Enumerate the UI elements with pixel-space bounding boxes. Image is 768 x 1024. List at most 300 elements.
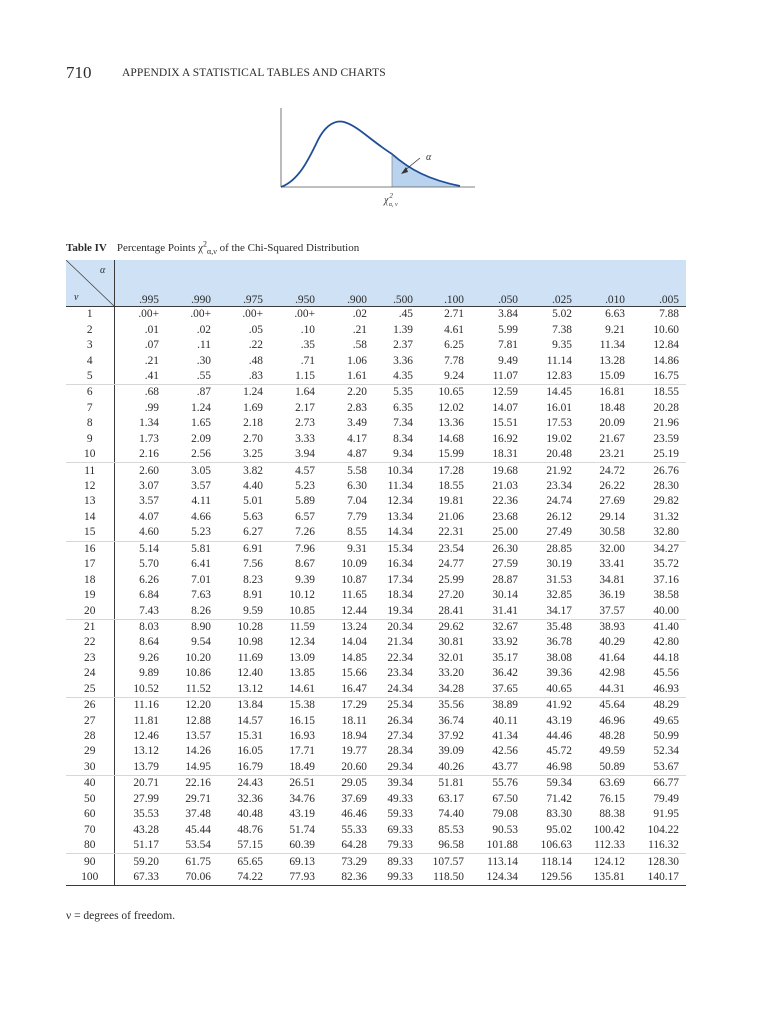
percentage-point-cell: .00+	[242, 308, 263, 321]
percentage-point-cell: 85.53	[438, 823, 464, 836]
percentage-point-cell: 76.15	[599, 792, 625, 805]
percentage-point-cell: 2.83	[347, 401, 367, 414]
percentage-point-cell: 3.36	[393, 354, 413, 367]
chi-squared-density-figure	[270, 100, 490, 220]
percentage-point-cell: 67.33	[114, 870, 166, 886]
percentage-point-cell: 7.78	[444, 354, 464, 367]
table-row	[66, 416, 686, 431]
percentage-point-cell: 118.50	[420, 870, 471, 886]
percentage-point-cell: 17.53	[546, 417, 572, 430]
degrees-of-freedom-cell: 4	[66, 353, 114, 368]
percentage-point-cell: 27.34	[387, 730, 413, 743]
percentage-point-cell: 23.68	[492, 510, 518, 523]
percentage-point-cell: 15.09	[579, 369, 632, 385]
percentage-point-cell: 37.65	[471, 682, 525, 698]
percentage-point-cell: 6.26	[139, 573, 159, 586]
percentage-point-cell: 51.17	[114, 838, 166, 854]
table-row	[66, 432, 686, 447]
percentage-point-cell: 34.27	[653, 542, 679, 555]
degrees-of-freedom-cell: 26	[66, 697, 114, 713]
percentage-point-cell: 15.66	[341, 667, 367, 680]
percentage-point-cell: .48	[248, 354, 263, 367]
percentage-point-cell: 45.44	[185, 823, 211, 836]
percentage-point-cell: 38.93	[599, 620, 625, 633]
percentage-point-cell: 104.22	[647, 823, 679, 836]
percentage-point-cell: 16.92	[492, 432, 518, 445]
percentage-point-cell: 2.70	[243, 432, 263, 445]
percentage-point-cell: 4.17	[347, 432, 367, 445]
percentage-point-cell: 7.81	[498, 339, 518, 352]
percentage-point-cell: 24.72	[599, 464, 625, 477]
percentage-point-cell: 7.43	[114, 603, 166, 619]
percentage-point-cell: .01	[144, 323, 159, 336]
percentage-point-cell: .22	[248, 339, 263, 352]
percentage-point-cell: 113.14	[487, 855, 518, 868]
percentage-point-cell: 43.19	[546, 714, 572, 727]
alpha-header: .975	[218, 260, 270, 307]
percentage-point-cell: 3.57	[191, 480, 211, 493]
percentage-point-cell: 37.92	[438, 730, 464, 743]
percentage-point-cell: 67.50	[492, 792, 518, 805]
percentage-point-cell: 9.59	[218, 603, 270, 619]
alpha-header: .010	[579, 260, 632, 307]
percentage-point-cell: 11.81	[133, 714, 159, 727]
percentage-point-cell: 12.40	[237, 667, 263, 680]
percentage-point-cell: 1.24	[243, 386, 263, 399]
percentage-point-cell: 33.20	[438, 667, 464, 680]
percentage-point-cell: 118.14	[541, 855, 572, 868]
percentage-point-cell: 16.79	[218, 760, 270, 776]
percentage-point-cell: 39.09	[438, 745, 464, 758]
percentage-point-cell: 1.65	[191, 417, 211, 430]
percentage-point-cell: 16.34	[387, 558, 413, 571]
degrees-of-freedom-cell: 1	[66, 307, 114, 323]
percentage-point-cell: 18.94	[341, 730, 367, 743]
percentage-point-cell: 7.38	[552, 323, 572, 336]
percentage-point-cell: 10.98	[237, 636, 263, 649]
degrees-of-freedom-cell: 14	[66, 510, 114, 525]
percentage-point-cell: 18.34	[387, 589, 413, 602]
percentage-point-cell: 7.63	[191, 589, 211, 602]
chi-squared-table	[66, 260, 686, 886]
percentage-point-cell: .87	[196, 386, 211, 399]
percentage-point-cell: 32.67	[492, 620, 518, 633]
percentage-point-cell: 69.33	[387, 823, 413, 836]
percentage-point-cell: 13.09	[289, 651, 315, 664]
percentage-point-cell: 4.87	[322, 447, 374, 463]
percentage-point-cell: 13.36	[438, 417, 464, 430]
table-row	[66, 447, 686, 463]
alpha-header: .050	[471, 260, 525, 307]
degrees-of-freedom-cell: 12	[66, 479, 114, 494]
percentage-point-cell: 43.28	[133, 823, 159, 836]
percentage-point-cell: 8.64	[139, 636, 159, 649]
percentage-point-cell: 15.99	[420, 447, 471, 463]
percentage-point-cell: 46.96	[599, 714, 625, 727]
table-row	[66, 385, 686, 401]
degrees-of-freedom-cell: 29	[66, 744, 114, 759]
alpha-label: α	[426, 152, 432, 163]
table-row	[66, 541, 686, 557]
percentage-point-cell: .02	[196, 323, 211, 336]
degrees-of-freedom-cell: 7	[66, 401, 114, 416]
degrees-of-freedom-cell: 23	[66, 651, 114, 666]
percentage-point-cell: 6.25	[444, 339, 464, 352]
page-number: 710	[66, 63, 92, 82]
percentage-point-cell: 30.19	[546, 558, 572, 571]
degrees-of-freedom-cell: 19	[66, 588, 114, 603]
degrees-of-freedom-cell: 5	[66, 369, 114, 385]
percentage-point-cell: 37.48	[185, 808, 211, 821]
header-corner-cell	[66, 260, 114, 307]
percentage-point-cell: 53.54	[166, 838, 218, 854]
percentage-point-cell: 11.59	[289, 620, 315, 633]
percentage-point-cell: 2.16	[114, 447, 166, 463]
percentage-point-cell: 31.41	[471, 603, 525, 619]
percentage-point-cell: .00+	[190, 308, 211, 321]
degrees-of-freedom-cell: 40	[66, 776, 114, 792]
table-row	[66, 776, 686, 792]
percentage-point-cell: 30.81	[438, 636, 464, 649]
percentage-point-cell: 21.06	[438, 510, 464, 523]
percentage-point-cell: 79.33	[374, 838, 420, 854]
degrees-of-freedom-cell: 15	[66, 525, 114, 541]
percentage-point-cell: 2.60	[139, 464, 159, 477]
percentage-point-cell: 51.74	[289, 823, 315, 836]
percentage-point-cell: 7.26	[270, 525, 322, 541]
percentage-point-cell: 10.20	[185, 651, 211, 664]
percentage-point-cell: 20.60	[322, 760, 374, 776]
percentage-point-cell: 12.59	[492, 386, 518, 399]
percentage-point-cell: 40.29	[599, 636, 625, 649]
degrees-of-freedom-cell: 25	[66, 682, 114, 698]
percentage-point-cell: 16.15	[289, 714, 315, 727]
percentage-point-cell: 7.96	[295, 542, 315, 555]
percentage-point-cell: 24.34	[374, 682, 420, 698]
percentage-point-cell: 66.77	[653, 777, 679, 790]
percentage-point-cell: 9.24	[420, 369, 471, 385]
percentage-point-cell: 41.40	[653, 620, 679, 633]
percentage-point-cell: 28.87	[492, 573, 518, 586]
percentage-point-cell: 48.29	[653, 699, 679, 712]
percentage-point-cell: 12.83	[525, 369, 579, 385]
percentage-point-cell: 35.72	[653, 558, 679, 571]
percentage-point-cell: 43.19	[289, 808, 315, 821]
percentage-point-cell: 18.11	[341, 714, 367, 727]
degrees-of-freedom-cell: 100	[66, 870, 114, 886]
percentage-point-cell: .02	[352, 308, 367, 321]
percentage-point-cell: 46.98	[525, 760, 579, 776]
percentage-point-cell: 30.14	[492, 589, 518, 602]
percentage-point-cell: 128.30	[647, 855, 679, 868]
percentage-point-cell: 25.00	[471, 525, 525, 541]
percentage-point-cell: 27.59	[492, 558, 518, 571]
percentage-point-cell: 25.99	[438, 573, 464, 586]
percentage-point-cell: 26.22	[599, 480, 625, 493]
percentage-point-cell: 20.09	[599, 417, 625, 430]
percentage-point-cell: 34.28	[420, 682, 471, 698]
percentage-point-cell: 28.34	[387, 745, 413, 758]
percentage-point-cell: 18.55	[438, 480, 464, 493]
table-row	[66, 729, 686, 744]
percentage-point-cell: 99.33	[374, 870, 420, 886]
alpha-header: .950	[270, 260, 322, 307]
percentage-point-cell: 10.12	[289, 589, 315, 602]
degrees-of-freedom-cell: 2	[66, 322, 114, 337]
percentage-point-cell: 32.00	[599, 542, 625, 555]
table-row	[66, 510, 686, 525]
percentage-point-cell: 30.58	[579, 525, 632, 541]
percentage-point-cell: 95.02	[546, 823, 572, 836]
percentage-point-cell: 100.42	[593, 823, 625, 836]
percentage-point-cell: 4.11	[191, 495, 211, 508]
percentage-point-cell: 5.58	[347, 464, 367, 477]
percentage-point-cell: 18.55	[653, 386, 679, 399]
percentage-point-cell: 61.75	[185, 855, 211, 868]
percentage-point-cell: 29.34	[374, 760, 420, 776]
percentage-point-cell: 12.20	[185, 699, 211, 712]
percentage-point-cell: 22.31	[420, 525, 471, 541]
percentage-point-cell: 4.07	[139, 510, 159, 523]
percentage-point-cell: 16.01	[546, 401, 572, 414]
percentage-point-cell: 11.34	[387, 480, 413, 493]
percentage-point-cell: .45	[398, 308, 413, 321]
percentage-point-cell: 10.09	[341, 558, 367, 571]
percentage-point-cell: 49.65	[653, 714, 679, 727]
percentage-point-cell: 4.61	[444, 323, 464, 336]
percentage-point-cell: 15.34	[387, 542, 413, 555]
percentage-point-cell: .35	[300, 339, 315, 352]
degrees-of-freedom-cell: 60	[66, 807, 114, 822]
percentage-point-cell: .68	[144, 386, 159, 399]
percentage-point-cell: 129.56	[525, 870, 579, 886]
percentage-point-cell: .71	[300, 354, 315, 367]
running-head: APPENDIX A STATISTICAL TABLES AND CHARTS	[122, 67, 386, 79]
percentage-point-cell: 44.31	[579, 682, 632, 698]
percentage-point-cell: 65.65	[237, 855, 263, 868]
percentage-point-cell: 13.28	[599, 354, 625, 367]
degrees-of-freedom-cell: 80	[66, 838, 114, 854]
percentage-point-cell: 14.85	[341, 651, 367, 664]
percentage-point-cell: 15.51	[492, 417, 518, 430]
percentage-point-cell: 7.79	[347, 510, 367, 523]
degrees-of-freedom-cell: 50	[66, 792, 114, 807]
footnote: ν = degrees of freedom.	[66, 910, 176, 922]
percentage-point-cell: 20.48	[525, 447, 579, 463]
percentage-point-cell: 46.93	[632, 682, 686, 698]
percentage-point-cell: 20.34	[387, 620, 413, 633]
percentage-point-cell: 5.35	[393, 386, 413, 399]
percentage-point-cell: 10.28	[237, 620, 263, 633]
percentage-point-cell: 21.03	[492, 480, 518, 493]
percentage-point-cell: 36.42	[492, 667, 518, 680]
percentage-point-cell: 43.77	[471, 760, 525, 776]
percentage-point-cell: 5.23	[295, 480, 315, 493]
percentage-point-cell: 19.68	[492, 464, 518, 477]
table-row	[66, 807, 686, 822]
percentage-point-cell: 17.28	[438, 464, 464, 477]
chi-squared-density-plot	[270, 100, 490, 220]
percentage-point-cell: 9.34	[374, 447, 420, 463]
percentage-point-cell: 13.85	[289, 667, 315, 680]
table-row	[66, 760, 686, 776]
percentage-point-cell: 13.79	[114, 760, 166, 776]
percentage-point-cell: 5.23	[166, 525, 218, 541]
table-row	[66, 588, 686, 603]
percentage-point-cell: 34.81	[599, 573, 625, 586]
percentage-point-cell: 90.53	[492, 823, 518, 836]
percentage-point-cell: 17.29	[341, 699, 367, 712]
degrees-of-freedom-cell: 13	[66, 494, 114, 509]
percentage-point-cell: 46.46	[341, 808, 367, 821]
percentage-point-cell: 37.69	[341, 792, 367, 805]
percentage-point-cell: 4.57	[295, 464, 315, 477]
percentage-point-cell: 44.18	[653, 651, 679, 664]
percentage-point-cell: 12.34	[387, 495, 413, 508]
percentage-point-cell: 14.57	[237, 714, 263, 727]
percentage-point-cell: 10.87	[341, 573, 367, 586]
percentage-point-cell: 45.56	[653, 667, 679, 680]
table-caption-label: Table IV	[66, 241, 107, 254]
percentage-point-cell: 31.53	[546, 573, 572, 586]
percentage-point-cell: 2.20	[347, 386, 367, 399]
degrees-of-freedom-cell: 9	[66, 432, 114, 447]
percentage-point-cell: 16.93	[289, 730, 315, 743]
percentage-point-cell: 17.71	[289, 745, 315, 758]
percentage-point-cell: 9.89	[139, 667, 159, 680]
percentage-point-cell: 28.41	[420, 603, 471, 619]
percentage-point-cell: 36.74	[438, 714, 464, 727]
percentage-point-cell: .10	[300, 323, 315, 336]
percentage-point-cell: 1.15	[270, 369, 322, 385]
percentage-point-cell: .07	[144, 339, 159, 352]
percentage-point-cell: 1.61	[322, 369, 374, 385]
degrees-of-freedom-cell: 28	[66, 729, 114, 744]
percentage-point-cell: 3.05	[191, 464, 211, 477]
percentage-point-cell: 7.56	[243, 558, 263, 571]
percentage-point-cell: 7.04	[347, 495, 367, 508]
percentage-point-cell: 12.34	[289, 636, 315, 649]
table-caption	[66, 239, 359, 256]
percentage-point-cell: 77.93	[270, 870, 322, 886]
percentage-point-cell: 18.48	[599, 401, 625, 414]
degrees-of-freedom-cell: 24	[66, 666, 114, 681]
table-row	[66, 651, 686, 666]
percentage-point-cell: 6.84	[139, 589, 159, 602]
percentage-point-cell: 29.71	[185, 792, 211, 805]
percentage-point-cell: 89.33	[387, 855, 413, 868]
percentage-point-cell: 10.86	[185, 667, 211, 680]
percentage-point-cell: 35.53	[133, 808, 159, 821]
percentage-point-cell: 4.66	[191, 510, 211, 523]
alpha-header: .100	[420, 260, 471, 307]
percentage-point-cell: 6.35	[393, 401, 413, 414]
percentage-point-cell: 64.28	[322, 838, 374, 854]
percentage-point-cell: 33.92	[492, 636, 518, 649]
percentage-point-cell: 10.65	[438, 386, 464, 399]
percentage-point-cell: 2.71	[444, 308, 464, 321]
percentage-point-cell: 32.01	[438, 651, 464, 664]
percentage-point-cell: 13.12	[133, 745, 159, 758]
percentage-point-cell: 41.34	[492, 730, 518, 743]
percentage-point-cell: 31.32	[653, 510, 679, 523]
percentage-point-cell: 28.30	[653, 480, 679, 493]
percentage-point-cell: 8.23	[243, 573, 263, 586]
percentage-point-cell: .00+	[138, 308, 159, 321]
percentage-point-cell: 23.34	[387, 667, 413, 680]
percentage-point-cell: 9.26	[139, 651, 159, 664]
percentage-point-cell: .83	[218, 369, 270, 385]
table-row	[66, 369, 686, 385]
percentage-point-cell: 8.03	[139, 620, 159, 633]
table-row	[66, 619, 686, 635]
percentage-point-cell: 10.60	[653, 323, 679, 336]
percentage-point-cell: 79.08	[492, 808, 518, 821]
percentage-point-cell: 20.28	[653, 401, 679, 414]
percentage-point-cell: 27.49	[525, 525, 579, 541]
percentage-point-cell: 6.91	[243, 542, 263, 555]
percentage-point-cell: 74.22	[218, 870, 270, 886]
percentage-point-cell: 49.33	[387, 792, 413, 805]
percentage-point-cell: 69.13	[289, 855, 315, 868]
degrees-of-freedom-cell: 22	[66, 635, 114, 650]
percentage-point-cell: 42.80	[653, 636, 679, 649]
percentage-point-cell: 32.36	[237, 792, 263, 805]
percentage-point-cell: 7.34	[393, 417, 413, 430]
degrees-of-freedom-cell: 10	[66, 447, 114, 463]
percentage-point-cell: 40.26	[420, 760, 471, 776]
percentage-point-cell: 16.81	[599, 386, 625, 399]
table-row	[66, 525, 686, 541]
percentage-point-cell: 16.05	[237, 745, 263, 758]
percentage-point-cell: 19.02	[546, 432, 572, 445]
percentage-point-cell: 112.33	[579, 838, 632, 854]
percentage-point-cell: 53.67	[632, 760, 686, 776]
table-row	[66, 713, 686, 728]
percentage-point-cell: 50.99	[653, 730, 679, 743]
alpha-header: .995	[114, 260, 166, 307]
percentage-point-cell: 2.73	[295, 417, 315, 430]
percentage-point-cell: 3.33	[295, 432, 315, 445]
percentage-point-cell: 37.57	[579, 603, 632, 619]
percentage-point-cell: 14.61	[270, 682, 322, 698]
percentage-point-cell: 57.15	[218, 838, 270, 854]
percentage-point-cell: 19.34	[374, 603, 420, 619]
percentage-point-cell: 4.60	[114, 525, 166, 541]
percentage-point-cell: 24.43	[237, 777, 263, 790]
table-caption-text: Percentage Points $\chi^2_{\alpha,\nu}$ of the Chi-Squared Distribution	[116, 239, 360, 256]
percentage-point-cell: 44.46	[546, 730, 572, 743]
percentage-point-cell: .58	[352, 339, 367, 352]
percentage-point-cell: 13.84	[237, 699, 263, 712]
table-row	[66, 322, 686, 337]
percentage-point-cell: 32.85	[546, 589, 572, 602]
percentage-point-cell: 38.58	[653, 589, 679, 602]
percentage-point-cell: 15.38	[289, 699, 315, 712]
percentage-point-cell: 2.37	[393, 339, 413, 352]
percentage-point-cell: 101.88	[471, 838, 525, 854]
percentage-point-cell: 20.71	[133, 777, 159, 790]
percentage-point-cell: 14.34	[374, 525, 420, 541]
degrees-of-freedom-cell: 16	[66, 541, 114, 557]
degrees-of-freedom-cell: 90	[66, 854, 114, 870]
degrees-of-freedom-cell: 70	[66, 822, 114, 837]
percentage-point-cell: 18.49	[270, 760, 322, 776]
percentage-point-cell: 12.44	[322, 603, 374, 619]
percentage-point-cell: .21	[352, 323, 367, 336]
percentage-point-cell: .30	[196, 354, 211, 367]
percentage-point-cell: 37.16	[653, 573, 679, 586]
